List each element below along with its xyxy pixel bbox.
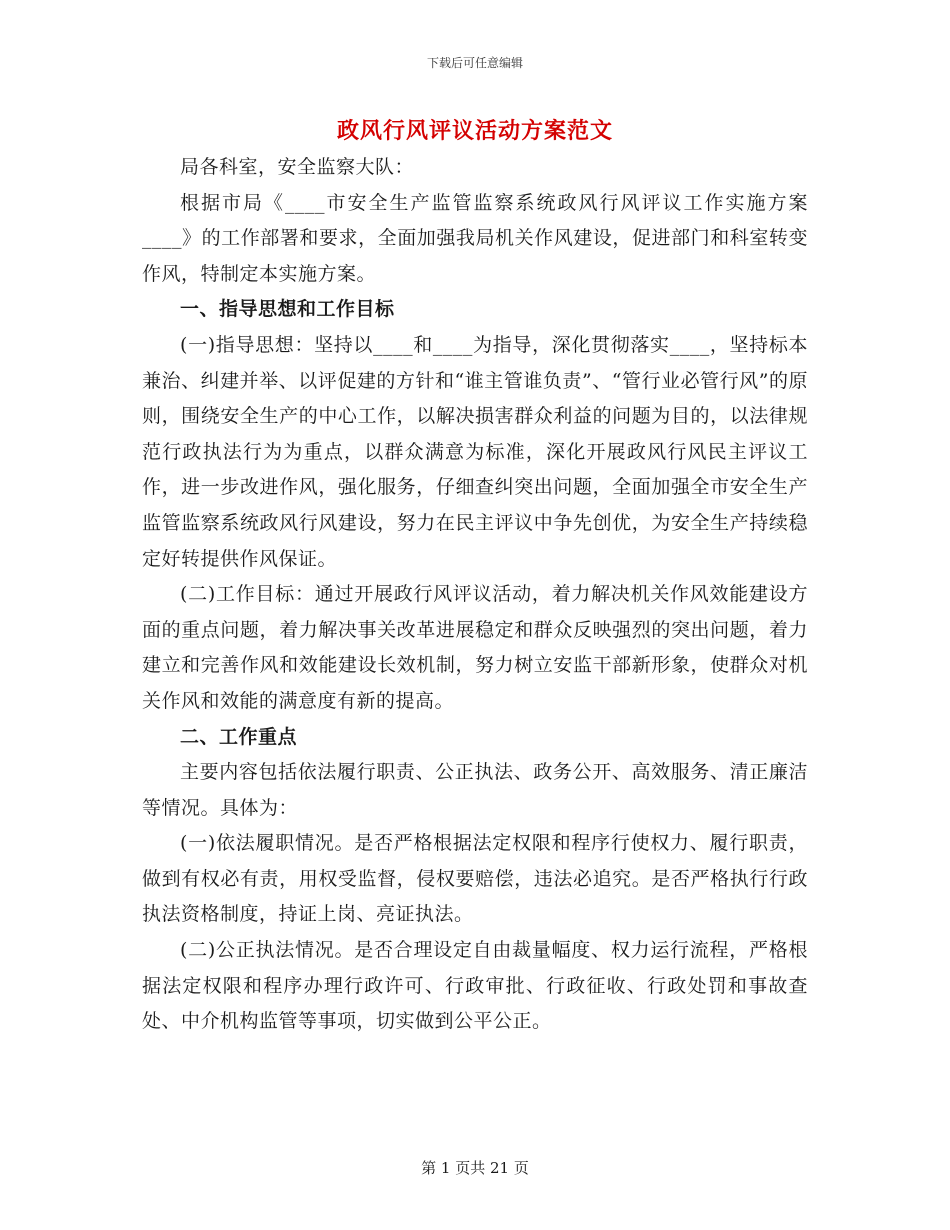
document-title: 政风行风评议活动方案范文 <box>336 118 613 144</box>
intro-paragraph: 根据市局《____市安全生产监管监察系统政风行风评议工作实施方案____》的工作部署和要求，全面加强我局机关作风建设，促进部门和科室转变作风，特制定本实施方案。 <box>142 191 808 285</box>
header-note: 下载后可任意编辑 <box>426 56 523 70</box>
lawful-duty-paragraph: (一)依法履职情况。是否严格根据法定权限和程序行使权力、履行职责，做到有权必有责，用权受监督，侵权要赔偿，违法必追究。是否严格执行行政执法资格制度，持证上岗、亮证执法。 <box>142 832 808 926</box>
guiding-ideology-paragraph: (一)指导思想：坚持以____和____为指导，深化贯彻落实____，坚持标本兼治、纠建并举、以评促建的方针和“谁主管谁负责”、“管行业必管行风”的原则，围绕安全生产的中心工作，以解决损害群众利益的问题为目的，以法律规范行政执法行为为重点，以群众满意为标准，深化开展政风行风民主评议工作，进一步改进作风，强化服务，仔细查纠突出问题，全面加强全市安全生产监管监察系统政风行风建设，努力在民主评议中争先创优，为安全生产持续稳定好转提供作风保证。 <box>142 333 808 570</box>
page-number: 第 1 页共 21 页 <box>421 1159 529 1177</box>
work-goals-paragraph: (二)工作目标：通过开展政行风评议活动，着力解决机关作风效能建设方面的重点问题，着力解决事关改革进展稳定和群众反映强烈的突出问题，着力建立和完善作风和效能建设长效机制，努力树立安监干部新形象，使群众对机关作风和效能的满意度有新的提高。 <box>142 583 808 712</box>
main-content-paragraph: 主要内容包括依法履行职责、公正执法、政务公开、高效服务、清正廉洁等情况。具体为： <box>142 761 808 819</box>
document-body <box>142 150 808 1040</box>
fair-enforcement-paragraph: (二)公正执法情况。是否合理设定自由裁量幅度、权力运行流程，严格根据法定权限和程序办理行政许可、行政审批、行政征收、行政处罚和事故查处、中介机构监管等事项，切实做到公平公正。 <box>142 939 808 1033</box>
section-heading-2: 二、工作重点 <box>180 725 298 748</box>
section-heading-1: 一、指导思想和工作目标 <box>180 298 395 321</box>
salutation: 局各科室，安全监察大队： <box>180 156 415 178</box>
